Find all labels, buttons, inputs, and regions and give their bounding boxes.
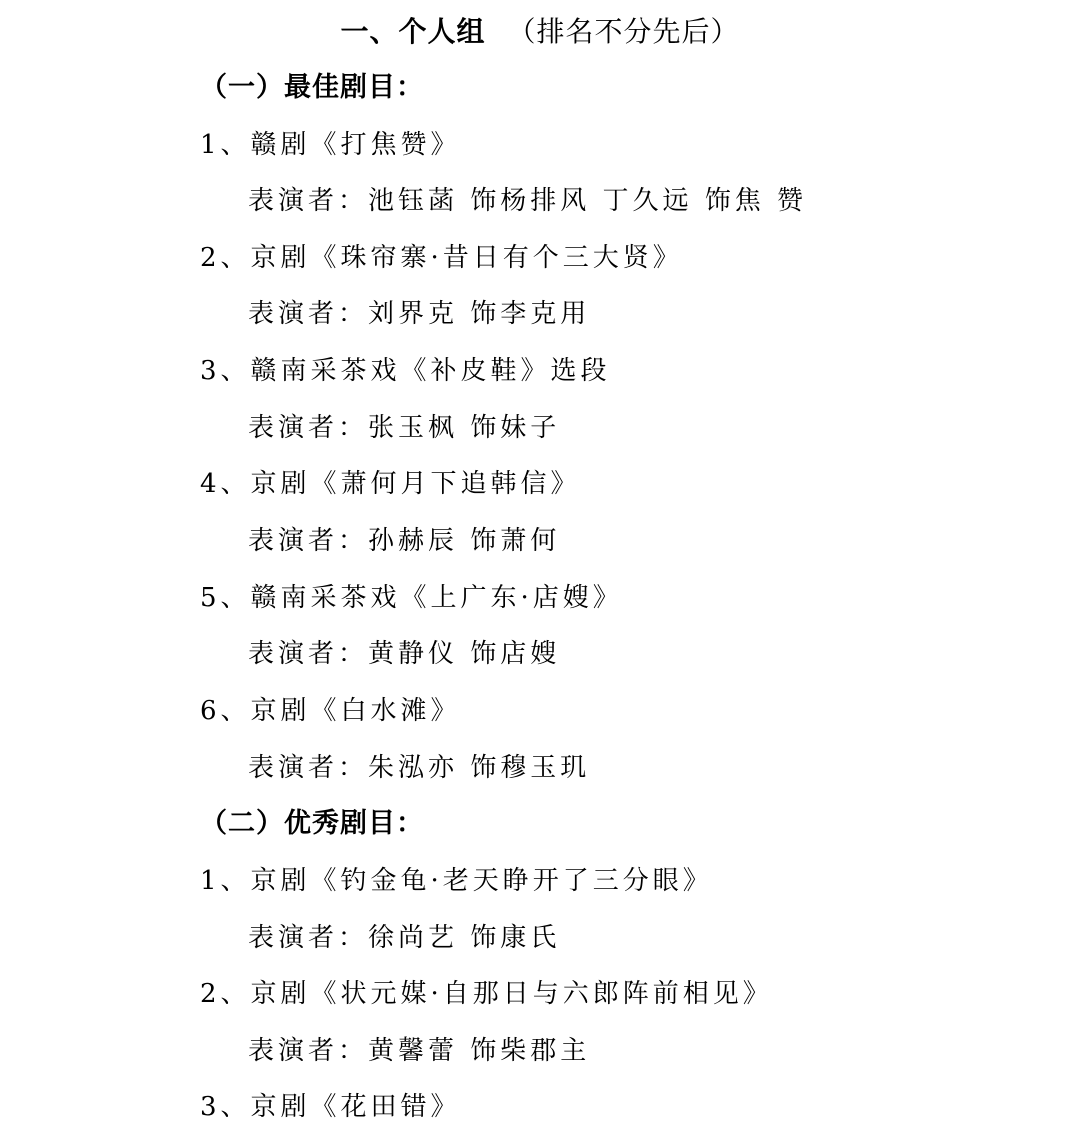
page-title [0, 8, 1080, 56]
item-title: 3、赣南采茶戏《补皮鞋》选段 [200, 356, 611, 386]
item-title: 6、京剧《白水滩》 [200, 696, 461, 726]
item-title: 2、京剧《珠帘寨·昔日有个三大贤》 [200, 243, 683, 273]
item-performer: 表演者：池钰菡 饰杨排风 丁久远 饰焦 赞 [248, 186, 808, 216]
item-performer: 表演者：孙赫辰 饰萧何 [248, 526, 561, 556]
item-performer: 表演者：朱泓亦 饰穆玉玑 [248, 753, 591, 783]
item-title: 1、赣剧《打焦赞》 [200, 130, 461, 160]
section-heading-excellent: （二）优秀剧目： [200, 808, 424, 839]
item-performer: 表演者：张玉枫 饰妹子 [248, 413, 561, 443]
title-main: 一、个人组 [340, 15, 486, 48]
item-title: 3、京剧《花田错》 [200, 1092, 461, 1122]
title-note: （排名不分先后） [507, 15, 740, 48]
item-title: 1、京剧《钓金龟·老天睁开了三分眼》 [200, 866, 713, 896]
item-performer: 表演者：徐尚艺 饰康氏 [248, 923, 561, 953]
item-title: 5、赣南采茶戏《上广东·店嫂》 [200, 583, 623, 613]
item-performer: 表演者：黄静仪 饰店嫂 [248, 639, 561, 669]
section-heading-best: （一）最佳剧目： [200, 72, 424, 103]
item-performer: 表演者：黄馨蕾 饰柴郡主 [248, 1036, 591, 1066]
item-title: 2、京剧《状元媒·自那日与六郎阵前相见》 [200, 979, 773, 1009]
item-performer: 表演者：刘界克 饰李克用 [248, 299, 591, 329]
item-title: 4、京剧《萧何月下追韩信》 [200, 469, 581, 499]
